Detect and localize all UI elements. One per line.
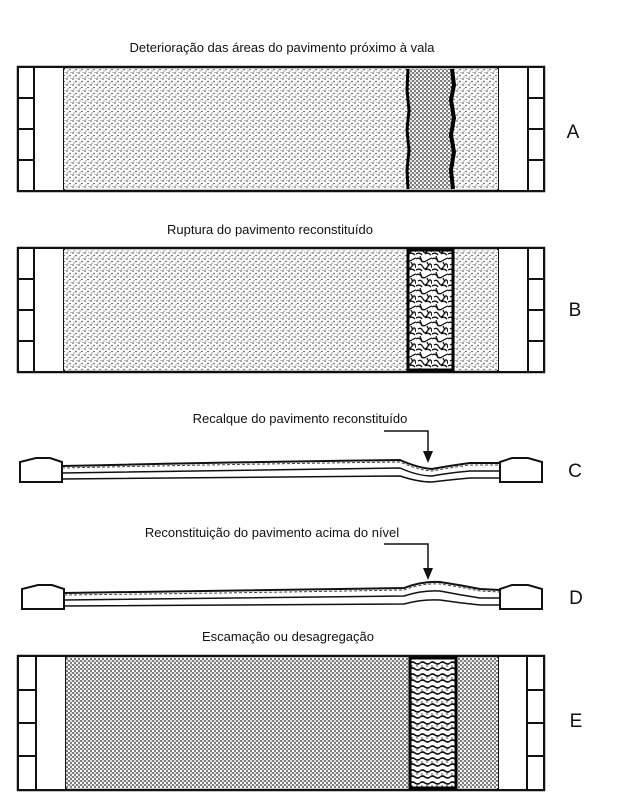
panel-b-trench-cracked xyxy=(408,250,453,370)
panel-e-right-curb xyxy=(498,656,544,790)
panel-b-right-curb xyxy=(498,248,544,372)
panel-d-right-curb xyxy=(500,585,542,609)
panel-a-right-curb xyxy=(498,67,544,191)
panel-a-left-curb xyxy=(18,67,64,191)
panel-c-caption: Recalque do pavimento reconstituído xyxy=(192,411,408,426)
panel-c-arrowhead xyxy=(423,451,433,463)
panel-a xyxy=(18,40,580,191)
panel-c-label: C xyxy=(568,461,582,482)
panel-d xyxy=(22,525,583,609)
panel-e-caption: Escamação ou desagregação xyxy=(201,629,375,644)
panel-a-label: A xyxy=(566,122,580,143)
panel-c-arrow xyxy=(384,431,428,455)
panel-d-caption: Reconstituição do pavimento acima do nível xyxy=(144,525,400,540)
panel-d-left-curb xyxy=(22,585,64,609)
panel-b-label: B xyxy=(568,300,582,321)
panel-d-arrowhead xyxy=(423,568,433,580)
panel-c-layer-2 xyxy=(62,476,500,482)
panel-e-label: E xyxy=(569,711,583,732)
panel-e-trench-scaled xyxy=(410,658,456,788)
panel-c xyxy=(20,411,582,482)
panel-e-left-curb xyxy=(18,656,66,790)
panel-c-right-curb xyxy=(500,458,542,482)
panel-b-caption: Ruptura do pavimento reconstituído xyxy=(167,222,373,237)
panel-c-left-curb xyxy=(20,458,62,482)
panel-a-caption: Deterioração das áreas do pavimento próximo à vala xyxy=(129,40,435,55)
panel-c-surface xyxy=(62,460,500,469)
panel-d-layer-2 xyxy=(64,600,500,606)
panel-b xyxy=(18,222,581,372)
panel-e xyxy=(18,629,582,790)
panel-b-left-curb xyxy=(18,248,64,372)
panel-a-trench xyxy=(408,69,453,189)
panel-d-arrow xyxy=(384,544,428,572)
panel-d-label: D xyxy=(569,588,583,609)
